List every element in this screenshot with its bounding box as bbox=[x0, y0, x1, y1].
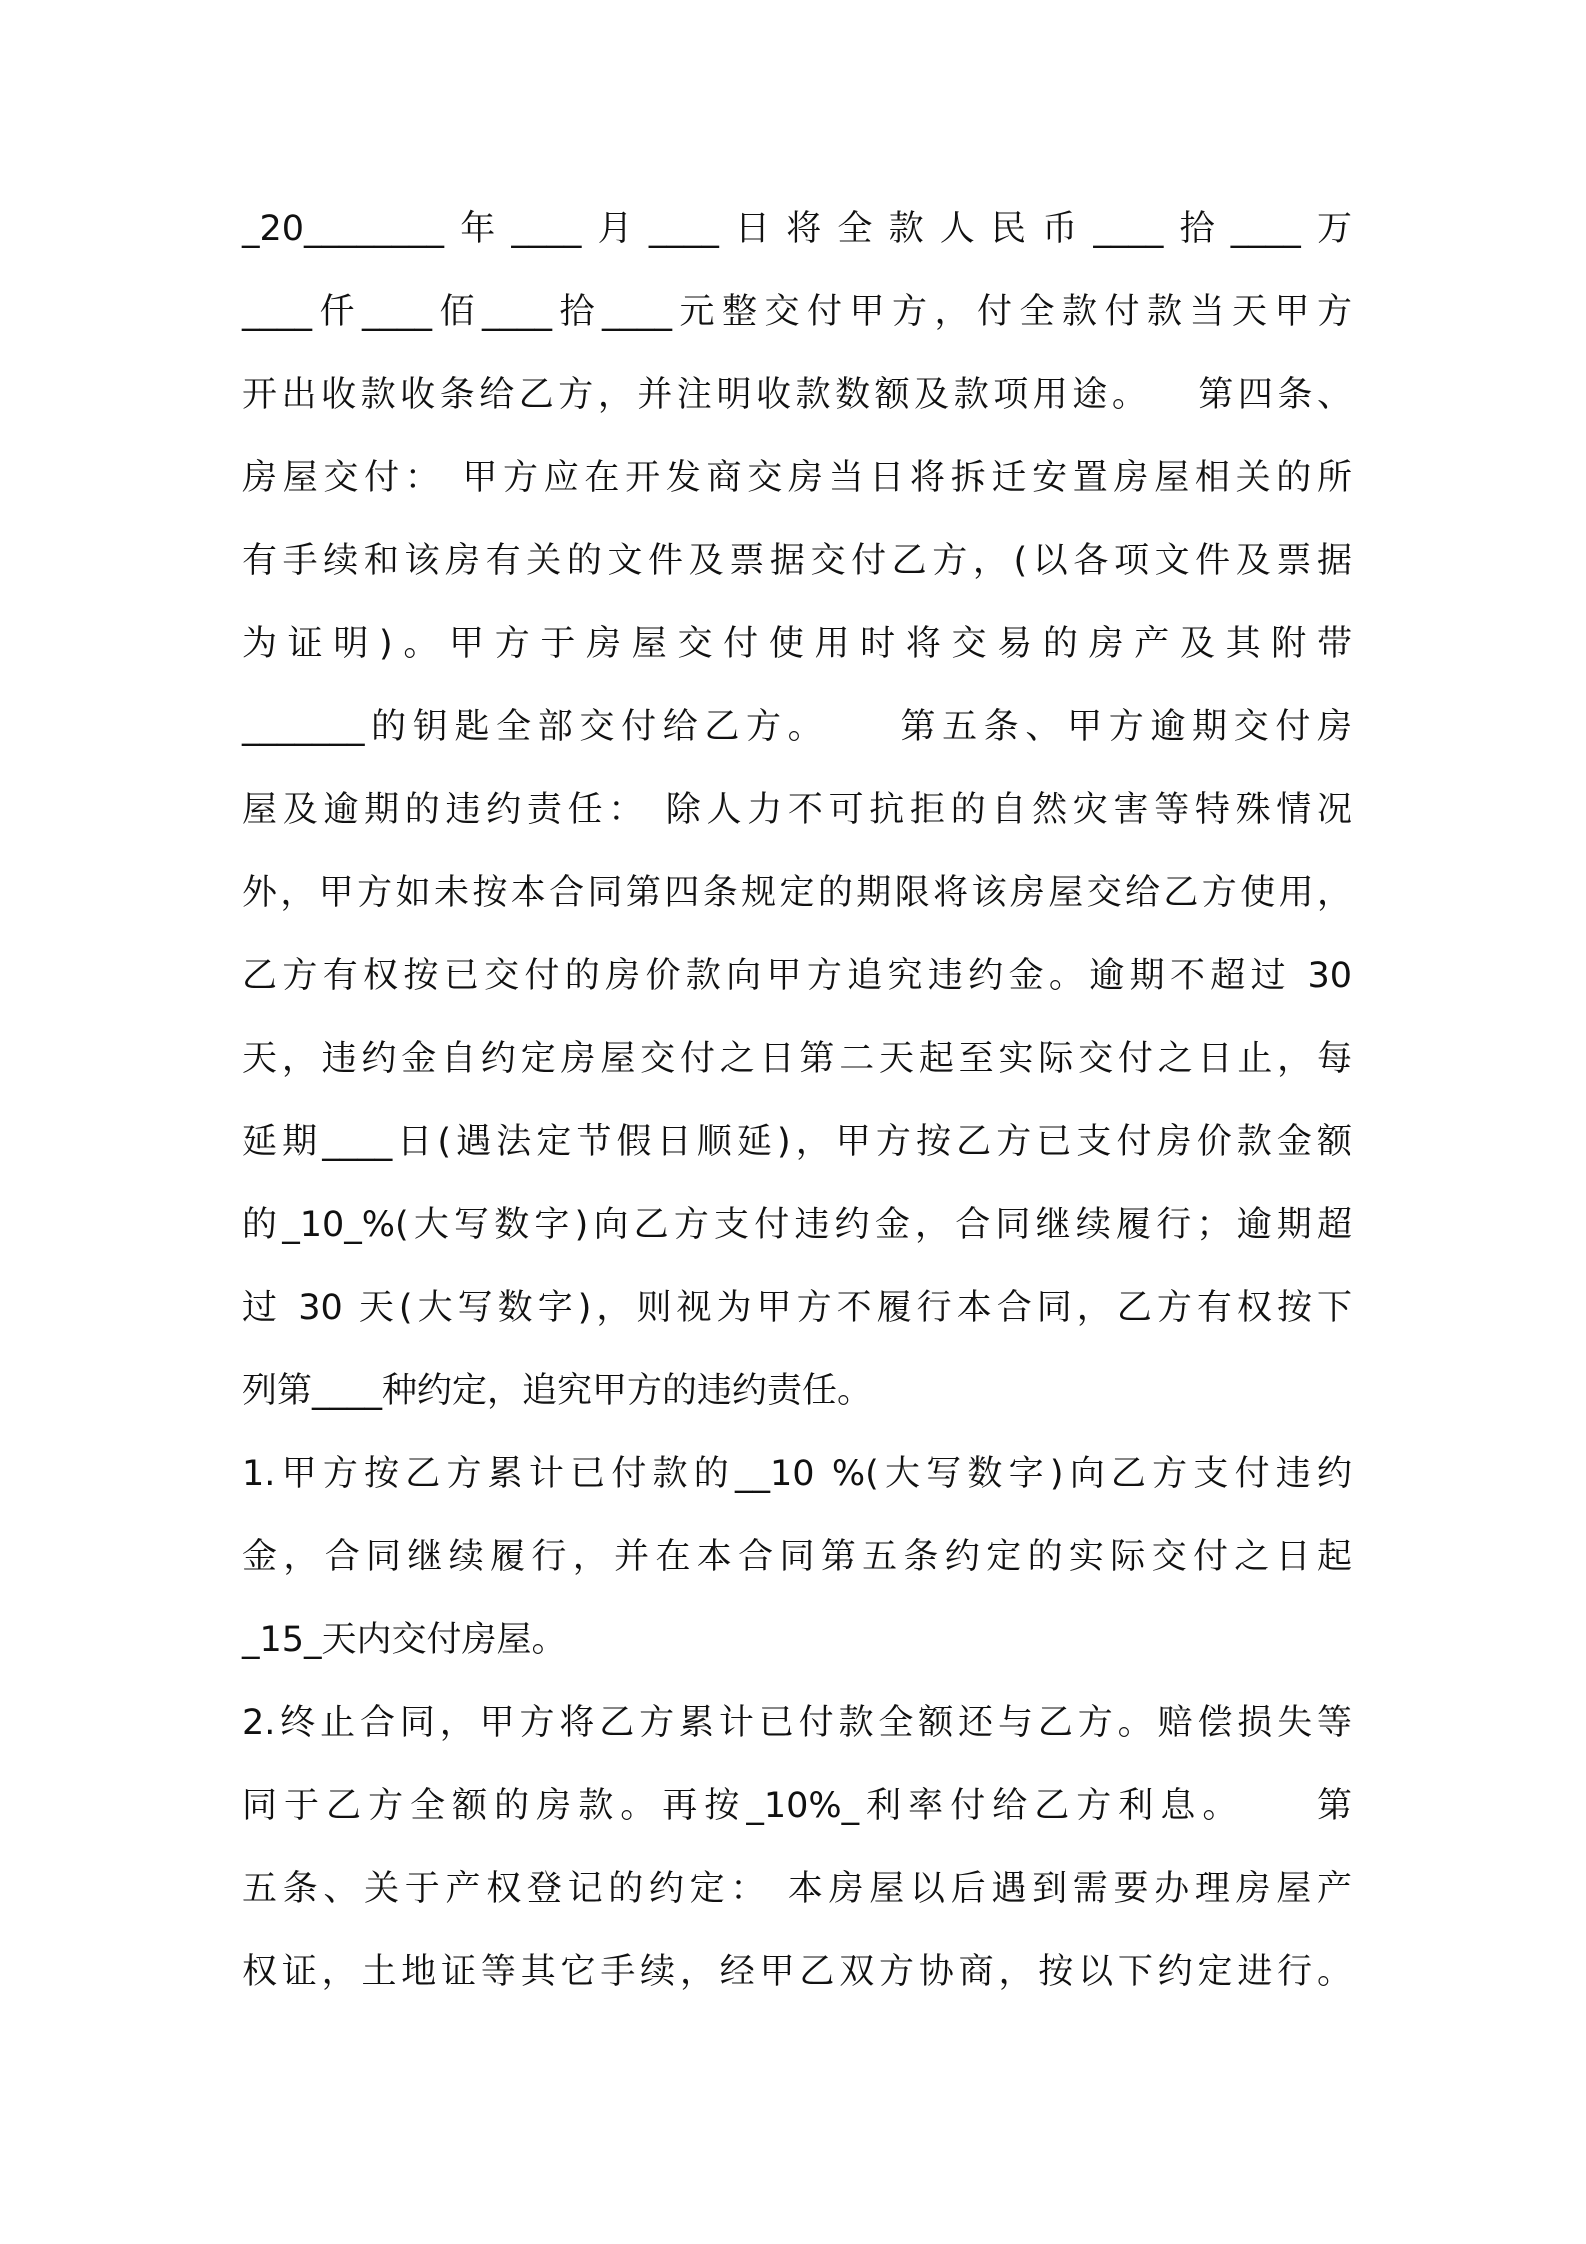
text-line: 金，合同继续履行，并在本合同第五条约定的实际交付之日起 bbox=[242, 1537, 1352, 1577]
text-line: _20________年____月____日将全款人民币____拾____万 bbox=[242, 209, 1352, 249]
text-line: 开出收款收条给乙方，并注明收款数额及款项用途。 第四条、 bbox=[242, 375, 1352, 415]
contract-text-block bbox=[242, 200, 1352, 2026]
text-line: 房屋交付： 甲方应在开发商交房当日将拆迁安置房屋相关的所 bbox=[242, 458, 1352, 498]
text-line: 同于乙方全额的房款。再按_10%_利率付给乙方利息。 第 bbox=[242, 1786, 1352, 1826]
text-line: 列第____种约定，追究甲方的违约责任。 bbox=[242, 1371, 873, 1411]
text-line: 屋及逾期的违约责任： 除人力不可抗拒的自然灾害等特殊情况 bbox=[242, 790, 1352, 830]
text-line: 的_10_%(大写数字)向乙方支付违约金，合同继续履行；逾期超 bbox=[242, 1205, 1352, 1245]
text-line: ____仟____佰____拾____元整交付甲方，付全款付款当天甲方 bbox=[242, 292, 1352, 332]
text-line: 过 30 天(大写数字)，则视为甲方不履行本合同，乙方有权按下 bbox=[242, 1288, 1352, 1328]
text-line: 权证，土地证等其它手续，经甲乙双方协商，按以下约定进行。 bbox=[242, 1952, 1352, 1992]
text-line: _______的钥匙全部交付给乙方。 第五条、甲方逾期交付房 bbox=[242, 707, 1352, 747]
text-line: 乙方有权按已交付的房价款向甲方追究违约金。逾期不超过 30 bbox=[242, 956, 1352, 996]
text-line: 有手续和该房有关的文件及票据交付乙方，(以各项文件及票据 bbox=[242, 541, 1352, 581]
text-line: 为证明)。甲方于房屋交付使用时将交易的房产及其附带 bbox=[242, 624, 1352, 664]
text-line: 外，甲方如未按本合同第四条规定的期限将该房屋交给乙方使用， bbox=[242, 873, 1352, 913]
text-line: 2.终止合同，甲方将乙方累计已付款全额还与乙方。赔偿损失等 bbox=[242, 1703, 1352, 1743]
text-line: 延期____日(遇法定节假日顺延)，甲方按乙方已支付房价款金额 bbox=[242, 1122, 1352, 1162]
text-line: 五条、关于产权登记的约定： 本房屋以后遇到需要办理房屋产 bbox=[242, 1869, 1352, 1909]
text-line: 天，违约金自约定房屋交付之日第二天起至实际交付之日止，每 bbox=[242, 1039, 1352, 1079]
text-line: _15_天内交付房屋。 bbox=[242, 1620, 567, 1660]
text-line: 1.甲方按乙方累计已付款的__10 %(大写数字)向乙方支付违约 bbox=[242, 1454, 1352, 1494]
